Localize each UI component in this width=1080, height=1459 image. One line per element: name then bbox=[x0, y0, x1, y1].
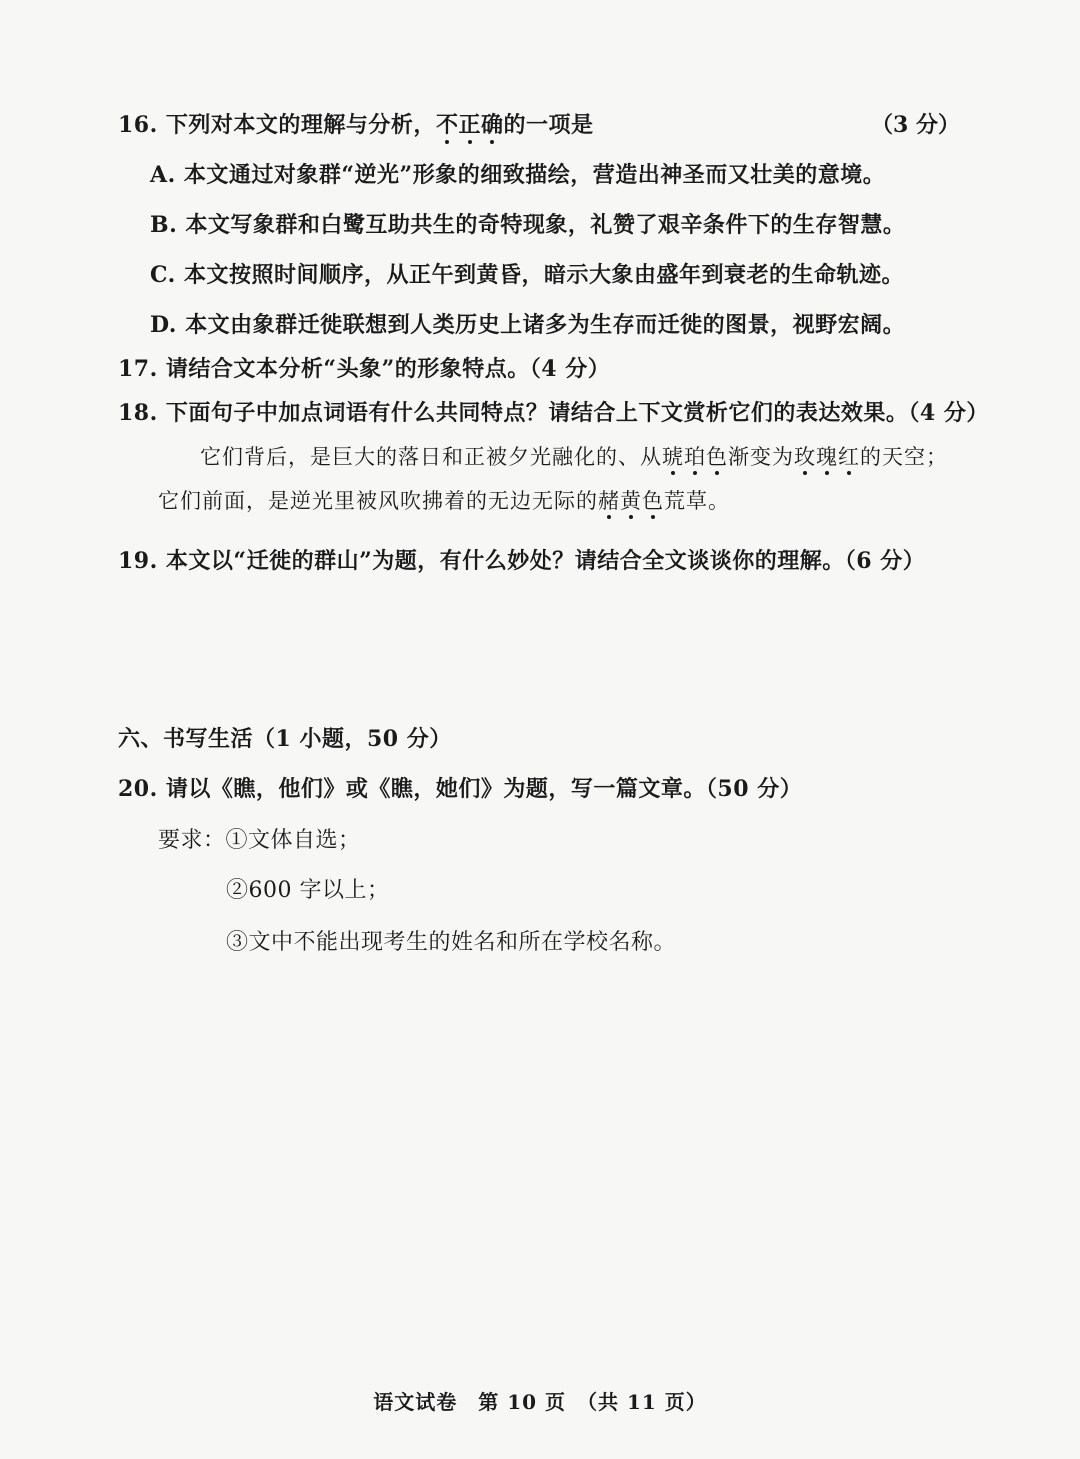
emphasis-dot-char: 瑰 bbox=[816, 445, 838, 469]
question-20-requirement-3: ③文中不能出现考生的姓名和所在学校名称。 bbox=[226, 930, 677, 955]
emphasis-dot-char: 色 bbox=[642, 489, 664, 513]
quote-text: 它们背后，是巨大的落日和正被夕光融化的、从 bbox=[200, 445, 662, 469]
emphasis-dot-char: 玫 bbox=[794, 445, 816, 469]
emphasis-dot-char: 黄 bbox=[620, 489, 642, 513]
question-16-option-d: D. 本文由象群迁徙联想到人类历史上诸多为生存而迁徙的图景，视野宏阔。 bbox=[150, 312, 906, 338]
question-16-stem-post: 的一项是 bbox=[503, 112, 594, 138]
quote-text: 荒草。 bbox=[664, 489, 730, 513]
question-18-quote-line-2 bbox=[158, 486, 730, 516]
emphasis-dot-char: 确 bbox=[480, 112, 504, 138]
emphasis-dot-char: 赭 bbox=[598, 489, 620, 513]
question-20-requirement-2: ②600 字以上； bbox=[226, 878, 390, 903]
emphasis-dot-char: 色 bbox=[706, 445, 728, 469]
question-16-stem bbox=[118, 110, 594, 140]
quote-text: 它们前面，是逆光里被风吹拂着的无边无际的 bbox=[158, 489, 598, 513]
emphasis-dot-char: 正 bbox=[458, 112, 481, 138]
emphasis-dot-char: 不 bbox=[435, 112, 459, 138]
question-16-option-a: A. 本文通过对象群“逆光”形象的细致描绘，营造出神圣而又壮美的意境。 bbox=[150, 162, 886, 188]
emphasis-dot-char: 琥 bbox=[662, 445, 684, 469]
question-16-score: （3 分） bbox=[871, 112, 960, 138]
question-20-requirement-1: 要求：①文体自选； bbox=[158, 828, 361, 853]
question-16-option-b: B. 本文写象群和白鹭互助共生的奇特现象，礼赞了艰辛条件下的生存智慧。 bbox=[150, 212, 906, 238]
quote-text: 的天空； bbox=[860, 445, 948, 469]
question-16-stem-pre: 16. 下列对本文的理解与分析， bbox=[118, 112, 436, 138]
question-18-stem: 18. 下面句子中加点词语有什么共同特点？请结合上下文赏析它们的表达效果。（4 分） bbox=[118, 400, 989, 426]
question-19: 19. 本文以“迁徙的群山”为题，有什么妙处？请结合全文谈谈你的理解。（6 分） bbox=[118, 548, 926, 574]
question-20-stem: 20. 请以《瞧，他们》或《瞧，她们》为题，写一篇文章。（50 分） bbox=[118, 776, 803, 802]
emphasis-dot-char: 珀 bbox=[684, 445, 706, 469]
section-6-heading: 六、书写生活（1 小题，50 分） bbox=[118, 726, 452, 752]
quote-text: 渐变为 bbox=[728, 445, 794, 469]
question-16-option-c: C. 本文按照时间顺序，从正午到黄昏，暗示大象由盛年到衰老的生命轨迹。 bbox=[150, 262, 904, 288]
question-17: 17. 请结合文本分析“头象”的形象特点。（4 分） bbox=[118, 356, 611, 382]
question-18-quote-line-1 bbox=[200, 442, 948, 472]
emphasis-dot-char: 红 bbox=[838, 445, 860, 469]
page-footer: 语文试卷 第 10 页 （共 11 页） bbox=[373, 1390, 707, 1414]
